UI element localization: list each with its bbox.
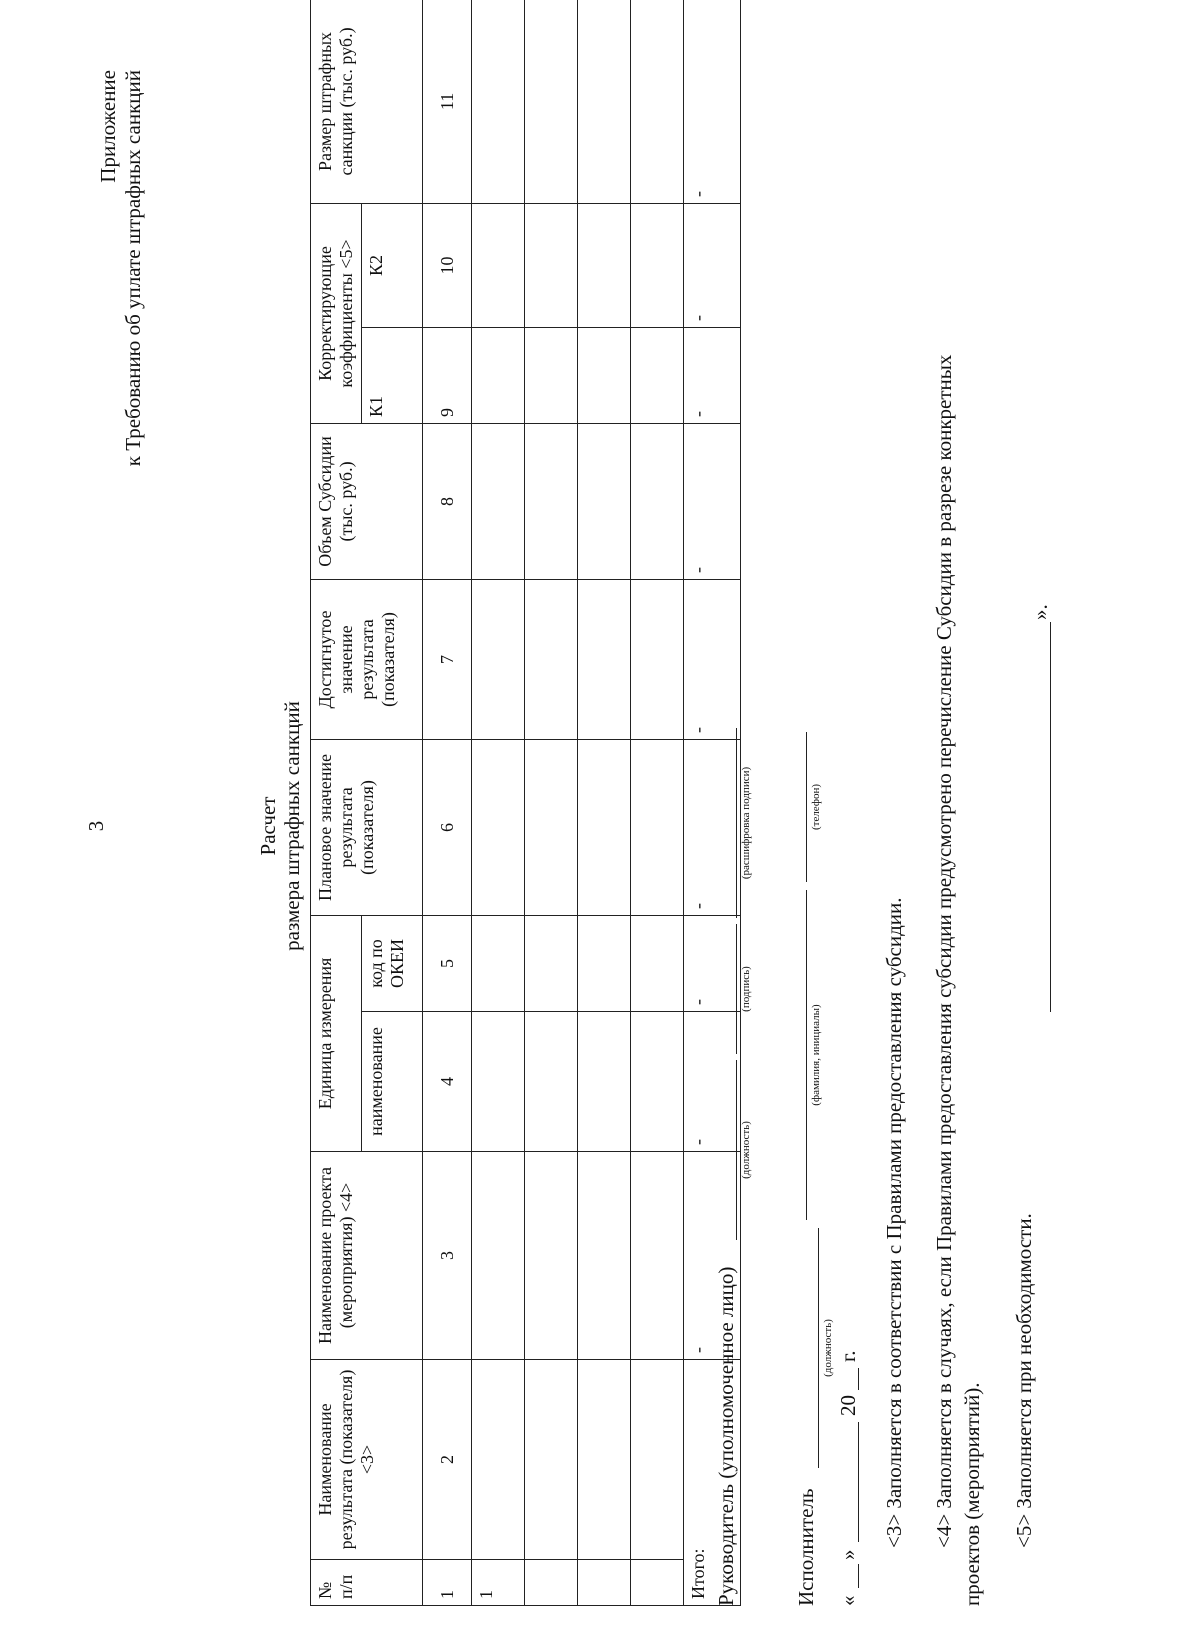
header-result-name: Наименование результата (показателя) <3>: [311, 1360, 423, 1560]
table-cell: [631, 915, 684, 1011]
table-cell: [631, 423, 684, 579]
date-close-quote: »: [836, 1549, 860, 1560]
appendix-heading: [96, 70, 146, 466]
table-cell: [578, 1560, 631, 1606]
date-year-suffix: г.: [836, 1350, 860, 1362]
table-row: [525, 0, 578, 1606]
table-cell: [631, 739, 684, 915]
footnote-4-line-1: <4> Заполняется в случаях, если Правилами предоставления субсидии предусмотрено перечисление Субсидии в разрезе конкретных: [932, 354, 956, 1548]
table-cell: [578, 1012, 631, 1152]
executor-position-line: [818, 1228, 819, 1468]
table-cell: [472, 739, 525, 915]
header-project-name: Наименование проекта (мероприятия) <4>: [311, 1152, 423, 1360]
penalty-calculation-table: [310, 0, 741, 1606]
total-cell: -: [684, 0, 741, 203]
header-k1: К1: [362, 327, 423, 423]
table-cell: [631, 1560, 684, 1606]
date-month-line: [858, 1422, 859, 1542]
table-cell: [472, 915, 525, 1011]
table-cell: [578, 327, 631, 423]
table-cell: [525, 327, 578, 423]
footnote-3: <3> Заполняется в соответствии с Правилами предоставления субсидии.: [882, 897, 906, 1548]
table-cell: [472, 1152, 525, 1360]
executor-position-caption: (должность): [822, 1319, 834, 1377]
date-open-quote: «: [836, 1595, 860, 1606]
table-cell: [631, 579, 684, 739]
column-number-row: [423, 0, 472, 1606]
table-cell: [578, 423, 631, 579]
executor-name-caption: (фамилия, инициалы): [810, 1004, 822, 1106]
table-cell: 1: [472, 1560, 525, 1606]
table-cell: [631, 327, 684, 423]
header-row: [311, 0, 362, 1606]
table-cell: [578, 0, 631, 203]
header-subsidy-volume: Объем Субсидии (тыс. руб.): [311, 423, 423, 579]
table-cell: [631, 1012, 684, 1152]
table-cell: [578, 739, 631, 915]
appendix-line-2: к Требованию об уплате штрафных санкций: [121, 70, 145, 467]
executor-phone-caption: (телефон): [810, 783, 822, 831]
table-cell: [472, 327, 525, 423]
page-number: 3: [84, 820, 108, 832]
table-cell: [525, 423, 578, 579]
table-cell: [578, 915, 631, 1011]
executor-phone-line: [806, 732, 807, 882]
column-number: 10: [423, 203, 472, 327]
closing-blank-line: [1050, 622, 1051, 1012]
date-day-line: [858, 1564, 859, 1588]
table-cell: [472, 203, 525, 327]
header-achieved-value: Достигнутое значение результата (показателя): [311, 579, 423, 739]
head-label: Руководитель (уполномоченное лицо): [714, 1266, 738, 1606]
total-cell: -: [684, 327, 741, 423]
executor-name-line: [806, 890, 807, 1220]
table-cell: [525, 203, 578, 327]
table-cell: [472, 423, 525, 579]
table-cell: [525, 915, 578, 1011]
date-year-line: [858, 1368, 859, 1390]
column-number: 3: [423, 1152, 472, 1360]
table-cell: [472, 1012, 525, 1152]
total-cell: -: [684, 1012, 741, 1152]
document-title: [256, 0, 304, 1652]
column-number: 2: [423, 1360, 472, 1560]
table-cell: [525, 739, 578, 915]
total-label: Итого:: [684, 1360, 741, 1606]
header-planned-value: Плановое значение результата (показателя): [311, 739, 423, 915]
footnote-5: <5> Заполняется при необходимости.: [1012, 1213, 1036, 1548]
table-cell: [525, 1152, 578, 1360]
column-number: 4: [423, 1012, 472, 1152]
closing-mark: ».: [1028, 604, 1052, 620]
header-k2: К2: [362, 203, 423, 327]
column-number: 7: [423, 579, 472, 739]
table-cell: [472, 0, 525, 203]
table-cell: [472, 1360, 525, 1560]
column-number: 1: [423, 1560, 472, 1606]
head-position-line: [736, 1060, 737, 1240]
table-row: [578, 0, 631, 1606]
table-row: [472, 0, 525, 1606]
total-cell: -: [684, 1152, 741, 1360]
column-number: 8: [423, 423, 472, 579]
table-row: [631, 0, 684, 1606]
table-cell: [578, 1152, 631, 1360]
head-position-caption: (должность): [740, 1121, 752, 1179]
table-cell: [525, 579, 578, 739]
total-cell: -: [684, 915, 741, 1011]
table-cell: [525, 1360, 578, 1560]
column-number: 6: [423, 739, 472, 915]
column-number: 9: [423, 327, 472, 423]
header-unit-group: Единица измерения: [311, 915, 362, 1151]
column-number: 5: [423, 915, 472, 1011]
head-name-line: [736, 728, 737, 918]
executor-label: Исполнитель: [794, 1488, 818, 1606]
total-cell: -: [684, 423, 741, 579]
title-line-2: размера штрафных санкций: [280, 701, 304, 951]
appendix-line-1: Приложение: [96, 70, 120, 183]
table-cell: [631, 1152, 684, 1360]
title-line-1: Расчет: [256, 796, 280, 856]
head-signature-line: [736, 924, 737, 1054]
column-number: 11: [423, 0, 472, 203]
table-cell: [525, 0, 578, 203]
header-unit-code: код по ОКЕИ: [362, 915, 423, 1011]
head-name-caption: (расшифровка подписи): [740, 766, 752, 880]
total-cell: -: [684, 203, 741, 327]
header-coefficients-group: Корректирующие коэффициенты <5>: [311, 203, 362, 423]
table-cell: [631, 0, 684, 203]
table-cell: [578, 1360, 631, 1560]
head-signature-caption: (подпись): [740, 966, 752, 1012]
header-penalty-amount: Размер штрафных санкции (тыс. руб.): [311, 0, 423, 203]
table-cell: [525, 1560, 578, 1606]
header-unit-name: наименование: [362, 1012, 423, 1152]
table-cell: [472, 579, 525, 739]
table-cell: [631, 203, 684, 327]
table-cell: [631, 1360, 684, 1560]
total-cell: -: [684, 579, 741, 739]
date-year-prefix: 20: [836, 1395, 860, 1416]
table-cell: [525, 1012, 578, 1152]
header-number: № п/п: [311, 1560, 423, 1606]
table-cell: [578, 203, 631, 327]
table-cell: [578, 579, 631, 739]
total-cell: -: [684, 739, 741, 915]
footnote-4-line-2: проектов (мероприятий).: [960, 1382, 984, 1606]
